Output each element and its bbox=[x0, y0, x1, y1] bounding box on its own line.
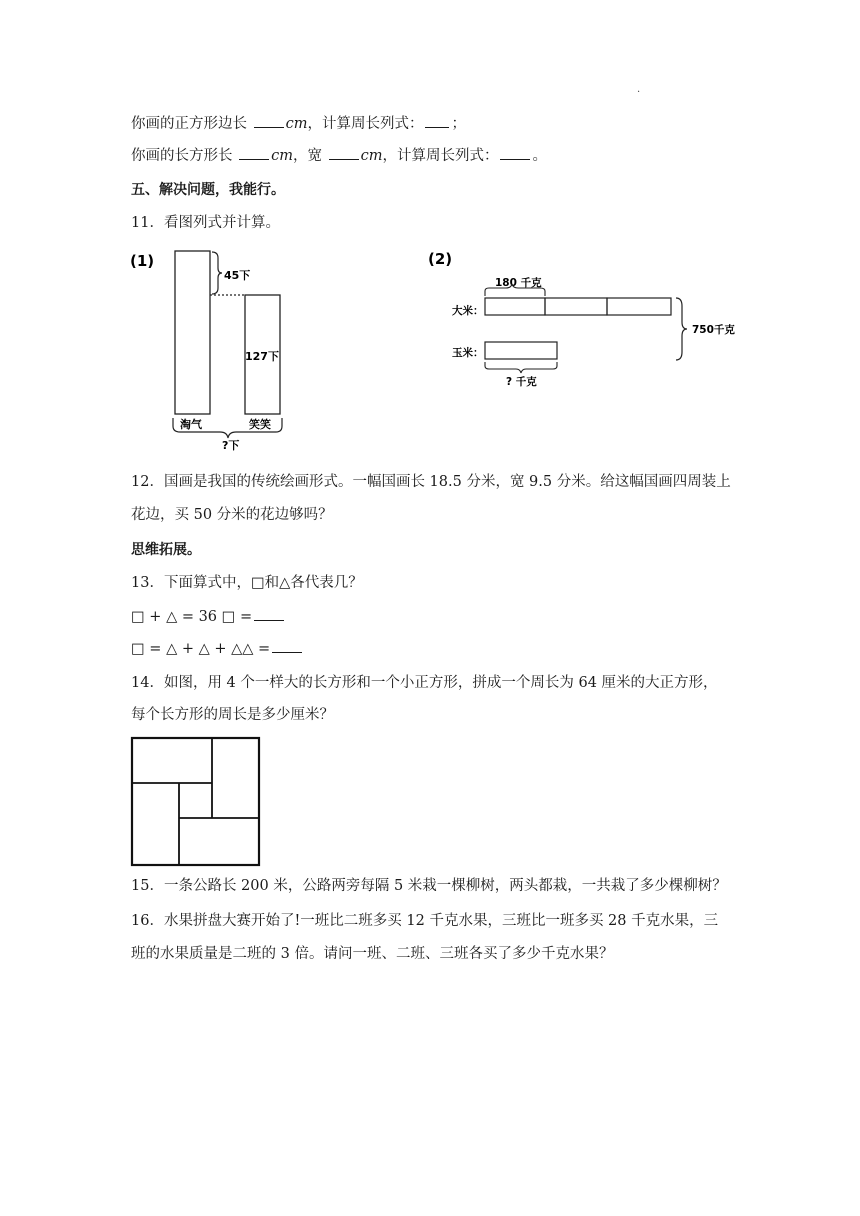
thinking-extension-heading: 思维拓展。 bbox=[131, 542, 201, 558]
rice-segment-2 bbox=[545, 298, 607, 315]
q13-equation-1 bbox=[131, 606, 286, 627]
big-square bbox=[132, 738, 259, 865]
question-12-line-2: 花边，买 50 分米的花边够吗？ bbox=[131, 507, 333, 523]
corn-label: 玉米： bbox=[452, 347, 484, 359]
corn-bar bbox=[485, 342, 557, 359]
xiaoxiao-label: 笑笑 bbox=[249, 418, 271, 431]
question-11: 11．看图列式并计算。 bbox=[131, 215, 280, 231]
total-weight-label: 750千克 bbox=[692, 324, 735, 336]
taoqi-bar bbox=[175, 251, 210, 414]
question-16-line-2: 班的水果质量是二班的 3 倍。请问一班、二班、三班各买了多少千克水果？ bbox=[131, 946, 614, 962]
rect-end: 。 bbox=[532, 148, 547, 164]
question-14-line-2: 每个长方形的周长是多少厘米？ bbox=[131, 707, 334, 723]
figure-2-bar-diagram bbox=[426, 248, 756, 398]
rice-segment-1 bbox=[485, 298, 545, 315]
square-formula-text: ，计算周长列式： bbox=[307, 116, 424, 132]
square-perimeter-line bbox=[131, 113, 466, 134]
square-side-blank[interactable] bbox=[254, 113, 284, 128]
figure-2-bottom-brace bbox=[485, 362, 557, 373]
figure-1-bar-diagram bbox=[128, 248, 298, 454]
figure-1-top-brace bbox=[212, 252, 222, 294]
unit-weight-label: 180 千克 bbox=[495, 277, 542, 289]
question-14-line-1: 14．如图，用 4 个一样大的长方形和一个小正方形，拼成一个周长为 64 厘米的大正方形， bbox=[131, 675, 718, 691]
square-unit: cm bbox=[285, 116, 308, 132]
square-formula-blank[interactable] bbox=[425, 113, 449, 128]
rect-perimeter-line bbox=[131, 145, 547, 166]
corn-unknown-label: ? 千克 bbox=[506, 376, 537, 388]
question-12-line-1: 12．国画是我国的传统绘画形式。一幅国画长 18.5 分米，宽 9.5 分米。给这幅国画四周装上 bbox=[131, 474, 731, 490]
rect-length-unit: cm bbox=[271, 148, 293, 164]
page-dot-mark: . bbox=[637, 84, 641, 95]
square-end: ； bbox=[451, 116, 466, 132]
rice-label: 大米： bbox=[452, 305, 484, 317]
rect-width-unit: cm bbox=[360, 148, 383, 164]
rect-width-blank[interactable] bbox=[329, 145, 359, 160]
rect-length-blank[interactable] bbox=[239, 145, 269, 160]
rect-formula-blank[interactable] bbox=[500, 145, 530, 160]
rect-width-text: ，宽 bbox=[292, 148, 322, 164]
figure-2-number: (2) bbox=[428, 250, 453, 268]
question-13: 13．下面算式中，□和△各代表几？ bbox=[131, 575, 363, 591]
rect-formula-text: ，计算周长列式： bbox=[382, 148, 499, 164]
section-5-heading: 五、解决问题，我能行。 bbox=[131, 182, 285, 198]
q13-equation-1-text: □ + △ = 36 □ = bbox=[131, 609, 253, 625]
square-text: 你画的正方形边长 bbox=[131, 116, 247, 132]
rect-text: 你画的长方形长 bbox=[131, 148, 233, 164]
total-label: ?下 bbox=[222, 439, 240, 452]
q13-equation-2 bbox=[131, 638, 304, 659]
q13-answer-blank-2[interactable] bbox=[272, 638, 302, 653]
figure-2-right-brace bbox=[676, 298, 687, 360]
square-puzzle-figure bbox=[130, 736, 262, 868]
xiaoxiao-value-label: 127下 bbox=[245, 350, 279, 363]
question-15: 15．一条公路长 200 米，公路两旁每隔 5 米栽一棵柳树，两头都栽，一共栽了多少棵柳树？ bbox=[131, 878, 727, 894]
question-16-line-1: 16．水果拼盘大赛开始了!一班比二班多买 12 千克水果，三班比一班多买 28 千克水果，三 bbox=[131, 913, 719, 929]
taoqi-label: 淘气 bbox=[180, 418, 202, 431]
figure-1-number: (1) bbox=[130, 252, 155, 270]
q13-answer-blank-1[interactable] bbox=[254, 606, 284, 621]
q13-equation-2-text: □ = △ + △ + △△ = bbox=[131, 641, 271, 657]
rice-segment-3 bbox=[607, 298, 671, 315]
difference-label: 45下 bbox=[224, 269, 251, 282]
